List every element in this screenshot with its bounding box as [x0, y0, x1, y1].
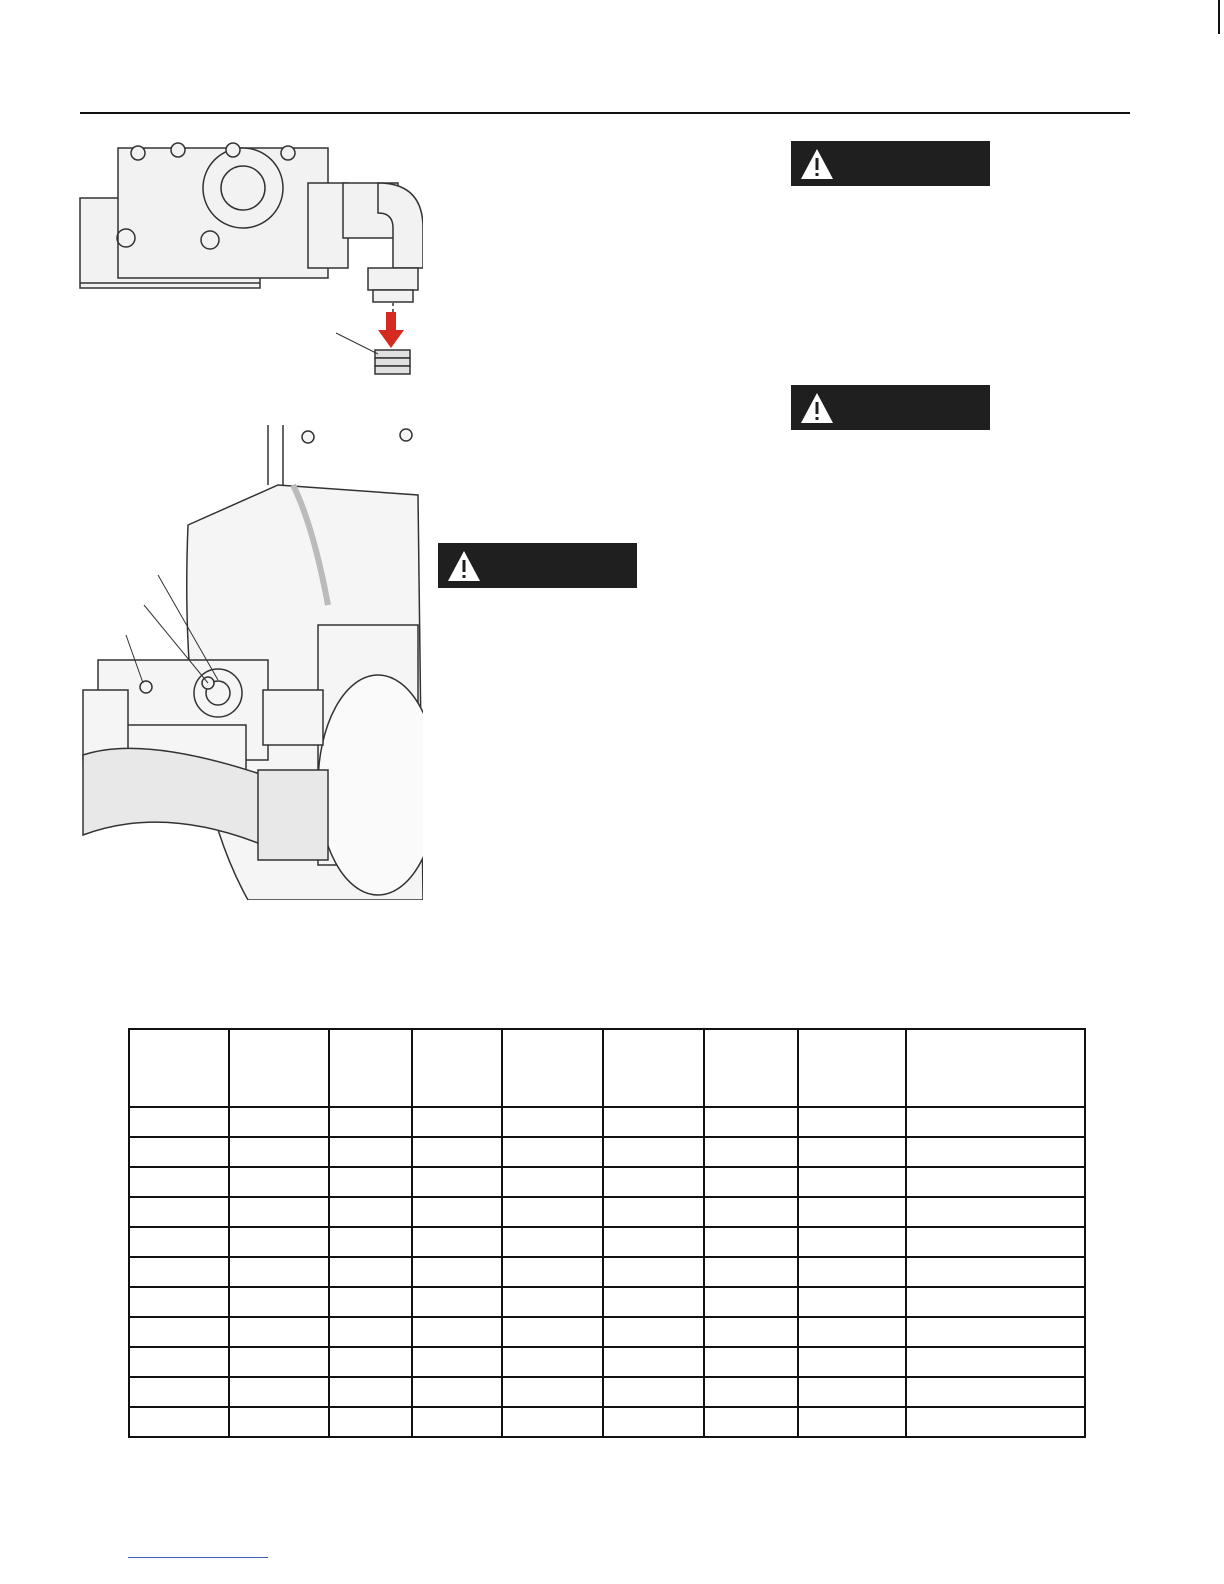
table-cell: [412, 1197, 502, 1227]
table-cell: [502, 1107, 603, 1137]
table-cell: [704, 1227, 798, 1257]
table-cell: [798, 1167, 906, 1197]
table-cell: [502, 1257, 603, 1287]
table-cell: [906, 1347, 1085, 1377]
table-row: [129, 1107, 1085, 1137]
table-cell: [229, 1137, 329, 1167]
table-header-cell: [229, 1029, 329, 1107]
table-header-cell: [603, 1029, 704, 1107]
table-cell: [906, 1137, 1085, 1167]
table-cell: [329, 1317, 412, 1347]
table-cell: [603, 1317, 704, 1347]
table-cell: [129, 1257, 229, 1287]
table-cell: [329, 1347, 412, 1377]
table-cell: [704, 1287, 798, 1317]
table-cell: [906, 1167, 1085, 1197]
table-cell: [502, 1347, 603, 1377]
table-row: [129, 1407, 1085, 1437]
table-cell: [229, 1317, 329, 1347]
table-cell: [229, 1107, 329, 1137]
table-header-cell: [704, 1029, 798, 1107]
warning-triangle-icon: [446, 549, 482, 583]
table-cell: [329, 1167, 412, 1197]
table-cell: [798, 1227, 906, 1257]
warning-box: [791, 141, 990, 186]
table-cell: [412, 1377, 502, 1407]
table-cell: [906, 1317, 1085, 1347]
table-header-cell: [412, 1029, 502, 1107]
table-cell: [603, 1137, 704, 1167]
table-cell: [704, 1137, 798, 1167]
specification-table: [128, 1028, 1086, 1438]
table-cell: [412, 1227, 502, 1257]
table-cell: [603, 1377, 704, 1407]
table-cell: [798, 1347, 906, 1377]
table-cell: [906, 1407, 1085, 1437]
table-cell: [502, 1227, 603, 1257]
table-cell: [229, 1377, 329, 1407]
warning-box: [791, 385, 990, 430]
table-cell: [704, 1107, 798, 1137]
table-cell: [412, 1167, 502, 1197]
table-row: [129, 1197, 1085, 1227]
table-cell: [129, 1347, 229, 1377]
table-cell: [129, 1137, 229, 1167]
table-header-cell: [129, 1029, 229, 1107]
table-cell: [129, 1317, 229, 1347]
table-cell: [704, 1317, 798, 1347]
table-cell: [798, 1197, 906, 1227]
table-header-cell: [502, 1029, 603, 1107]
table-cell: [329, 1107, 412, 1137]
table-cell: [229, 1347, 329, 1377]
table-cell: [129, 1227, 229, 1257]
table-cell: [412, 1287, 502, 1317]
table-cell: [129, 1107, 229, 1137]
gas-valve-outlet-figure: [78, 128, 423, 380]
table-cell: [329, 1137, 412, 1167]
table-cell: [603, 1257, 704, 1287]
page-corner-mark: [1218, 0, 1220, 34]
table-header-cell: [798, 1029, 906, 1107]
table-cell: [704, 1257, 798, 1287]
table-header-cell: [329, 1029, 412, 1107]
table-cell: [412, 1257, 502, 1287]
table-cell: [906, 1197, 1085, 1227]
gas-valve-blower-assembly-figure: [78, 425, 423, 900]
table-cell: [229, 1197, 329, 1227]
table-cell: [906, 1377, 1085, 1407]
table-cell: [603, 1197, 704, 1227]
table-cell: [704, 1197, 798, 1227]
table-cell: [502, 1197, 603, 1227]
table-cell: [412, 1347, 502, 1377]
table-row: [129, 1137, 1085, 1167]
table-cell: [329, 1407, 412, 1437]
plug-icon: [375, 350, 410, 374]
table-cell: [798, 1317, 906, 1347]
table-row: [129, 1257, 1085, 1287]
table-cell: [129, 1377, 229, 1407]
table-cell: [229, 1167, 329, 1197]
table-header-row: [129, 1029, 1085, 1107]
header-rule: [80, 112, 1130, 114]
table-cell: [798, 1107, 906, 1137]
table-header-cell: [906, 1029, 1085, 1107]
table-cell: [329, 1377, 412, 1407]
warning-triangle-icon: [799, 147, 835, 181]
table-cell: [329, 1257, 412, 1287]
blower-assembly-drawing: [78, 425, 423, 900]
table-cell: [502, 1407, 603, 1437]
table-row: [129, 1377, 1085, 1407]
table-cell: [329, 1197, 412, 1227]
table-cell: [798, 1287, 906, 1317]
table-cell: [502, 1377, 603, 1407]
table-cell: [129, 1167, 229, 1197]
table-cell: [798, 1377, 906, 1407]
warning-box: [438, 543, 637, 588]
table-cell: [129, 1197, 229, 1227]
table-cell: [906, 1227, 1085, 1257]
table-cell: [603, 1407, 704, 1437]
table-cell: [229, 1227, 329, 1257]
table-cell: [229, 1407, 329, 1437]
table-cell: [704, 1377, 798, 1407]
table-cell: [603, 1107, 704, 1137]
table-cell: [129, 1287, 229, 1317]
table-cell: [329, 1287, 412, 1317]
table-cell: [704, 1167, 798, 1197]
table-cell: [412, 1407, 502, 1437]
table-cell: [502, 1137, 603, 1167]
table-cell: [906, 1287, 1085, 1317]
table-cell: [798, 1257, 906, 1287]
table-cell: [798, 1137, 906, 1167]
table-cell: [502, 1167, 603, 1197]
table-cell: [704, 1347, 798, 1377]
table-cell: [229, 1287, 329, 1317]
table-cell: [412, 1107, 502, 1137]
table-cell: [502, 1287, 603, 1317]
table-row: [129, 1287, 1085, 1317]
footer-link-underline[interactable]: [128, 1557, 268, 1558]
table-row: [129, 1347, 1085, 1377]
table-cell: [603, 1227, 704, 1257]
table-cell: [603, 1167, 704, 1197]
table-row: [129, 1317, 1085, 1347]
arrow-icon: [378, 312, 404, 348]
table-row: [129, 1167, 1085, 1197]
table-cell: [412, 1317, 502, 1347]
table-row: [129, 1227, 1085, 1257]
table-cell: [906, 1107, 1085, 1137]
table-cell: [502, 1317, 603, 1347]
table-body: [129, 1107, 1085, 1437]
table-cell: [229, 1257, 329, 1287]
gas-valve-drawing: [78, 128, 423, 380]
table-cell: [704, 1407, 798, 1437]
table-cell: [603, 1287, 704, 1317]
table-cell: [412, 1137, 502, 1167]
warning-triangle-icon: [799, 391, 835, 425]
table-cell: [129, 1407, 229, 1437]
table-cell: [603, 1347, 704, 1377]
table-cell: [798, 1407, 906, 1437]
table-cell: [329, 1227, 412, 1257]
table-cell: [906, 1257, 1085, 1287]
